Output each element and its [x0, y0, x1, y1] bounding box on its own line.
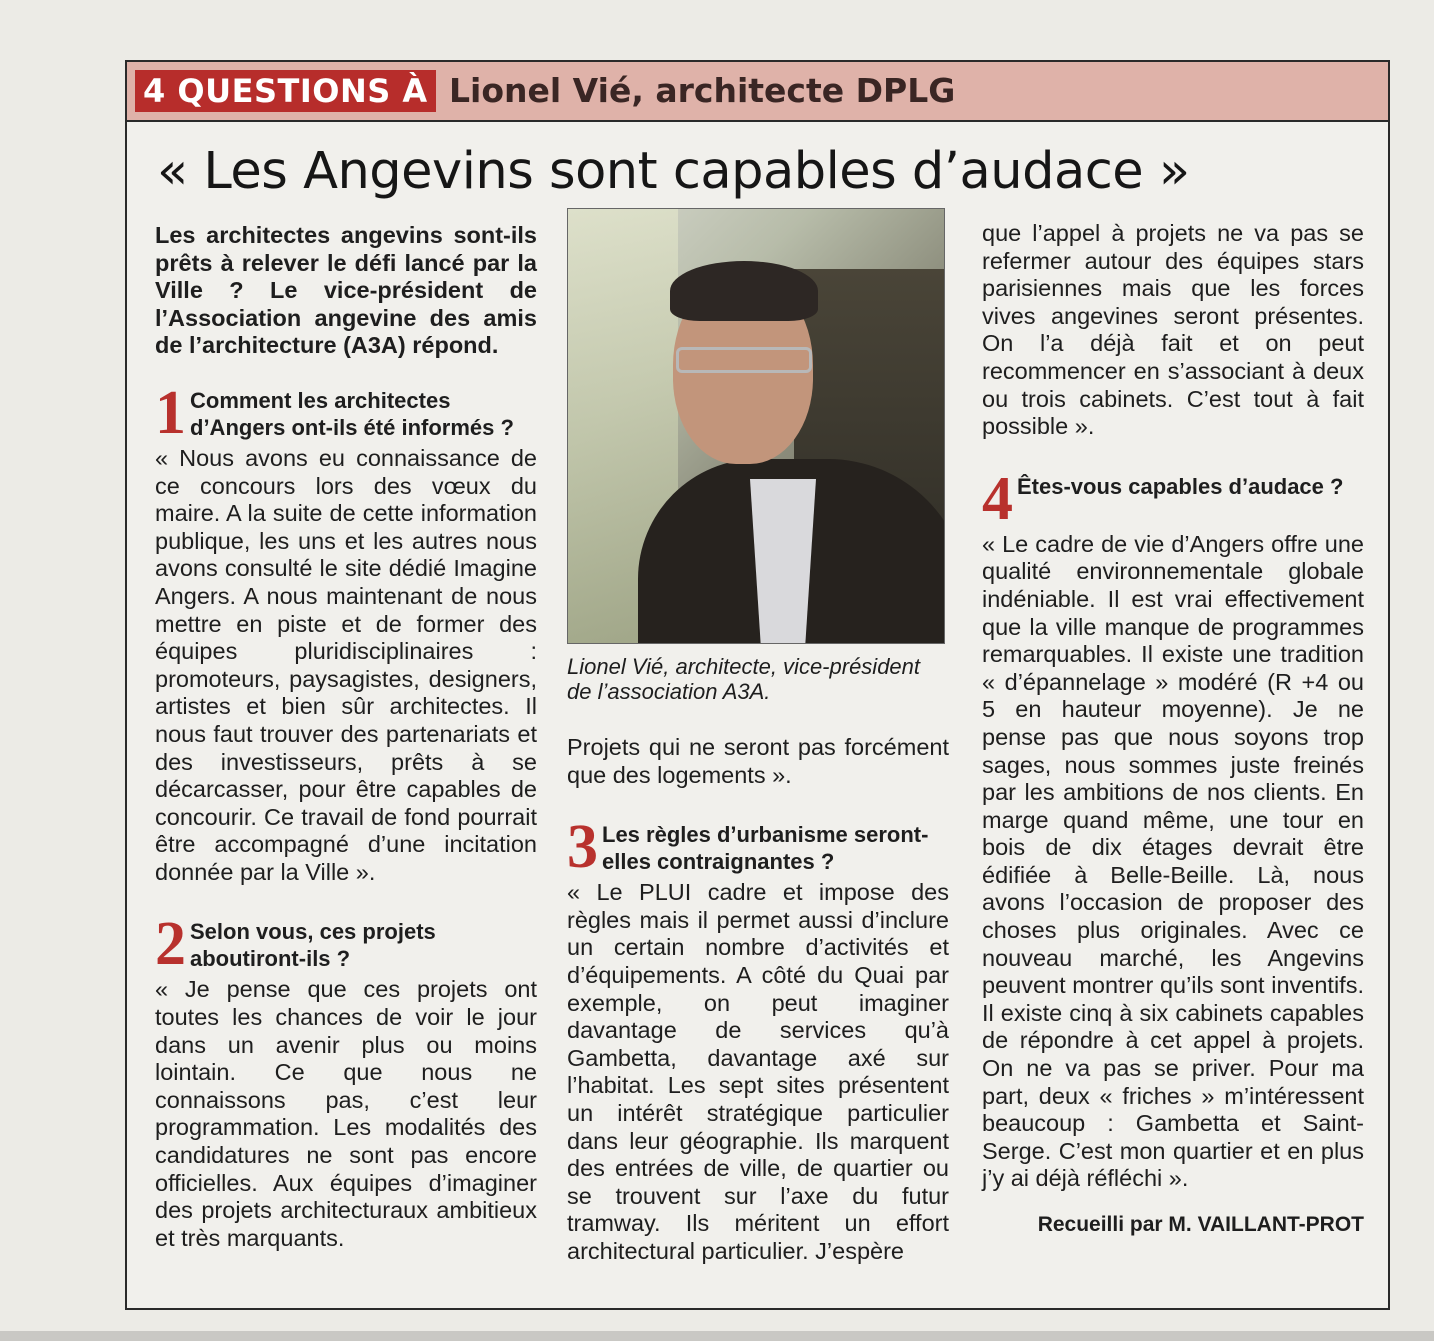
- question-text: Selon vous, ces projets aboutiront-ils ?: [190, 919, 436, 972]
- question-3: [567, 813, 949, 882]
- photo-hair: [670, 261, 818, 321]
- kicker-bar: [127, 62, 1388, 122]
- answer-3-part-1: « Le PLUI cadre et impose des règles mais il permet aussi d’inclure un certain nombre d’activités et d’équipements. A côté du Quai par exemple, on peut imaginer davantage de services qu’à Gambetta, davantage axé sur l’habitat. Les sept sites présentent un intérêt stratégique particulier dans leur géographie. Ils marquent des entrées de ville, de quartier ou se trouvent sur l’axe du futur tramway. Ils méritent un effort architectural particulier. J’espère: [567, 879, 949, 1264]
- column-1: [155, 222, 537, 1282]
- kicker-tag: 4 QUESTIONS À: [135, 70, 436, 112]
- headline: « Les Angevins sont capables d’audace »: [157, 142, 1190, 201]
- question-text: Les règles d’urbanisme seront-elles contraignantes ?: [602, 822, 929, 875]
- answer-2-part-2: Projets qui ne seront pas forcément que des logements ».: [567, 734, 949, 788]
- question-4: [982, 464, 1364, 533]
- answer-2-part-1: « Je pense que ces projets ont toutes les chances de voir le jour dans un avenir plus ou moins lointain. Ce que nous ne connaissons pas, c’est leur programmation. Les modalités des candidatures ne sont pas encore officielles. Aux équipes d’imaginer des projets architecturaux ambitieux et très marquants.: [155, 976, 537, 1251]
- photo-caption: Lionel Vié, architecte, vice-président de l’association A3A.: [567, 654, 921, 704]
- question-text: Comment les architectes d’Angers ont-ils été informés ?: [190, 387, 514, 440]
- column-2: [567, 208, 949, 1296]
- kicker-name: Lionel Vié, architecte DPLG: [449, 71, 956, 110]
- photo-glasses: [676, 347, 812, 373]
- portrait-photo: [567, 208, 945, 644]
- answer-4: « Le cadre de vie d’Angers offre une qualité environnementale globale indéniable. Il est vrai effectivement que la ville manque de programmes remarquables. Il existe une tradition « d’épannelage » modéré (R +4 ou 5 en hauteur moyenne). Je ne pense pas que nous soyons trop sages, nous sommes juste freinés par les ambitions de nos clients. En marge quand même, une tour en bois de dix étages devrait être édifiée à Belle-Beille. Là, nous avons l’occasion de proposer des choses plus originales. Avec ce nouveau marché, les Angevins peuvent montrer qu’ils sont inventifs. Il existe cinq à six cabinets capables de répondre à cet appel à projets. On ne va pas se priver. Pour ma part, deux « friches » m’intéressent beaucoup : Gambetta et Saint-Serge. C’est mon quartier et en plus j’y ai déjà réfléchi ».: [982, 530, 1364, 1192]
- question-number: 3: [567, 813, 598, 882]
- article-box: [125, 60, 1390, 1310]
- question-number: 1: [155, 378, 186, 447]
- column-3: [982, 220, 1364, 1239]
- question-number: 4: [982, 464, 1013, 533]
- intro-paragraph: Les architectes angevins sont-ils prêts à relever le défi lancé par la Ville ? Le vice-président de l’Association angevine des amis de l’architecture (A3A) répond.: [155, 222, 537, 359]
- question-2: [155, 910, 537, 979]
- question-number: 2: [155, 910, 186, 979]
- answer-3-part-2: que l’appel à projets ne va pas se refermer autour des équipes stars parisiennes mais que les forces vives angevines seront présentes. On l’a déjà fait et on peut recommencer en s’associant à deux ou trois cabinets. C’est tout à fait possible ».: [982, 220, 1364, 440]
- scan-edge: [0, 1331, 1434, 1341]
- answer-1: « Nous avons eu connaissance de ce concours lors des vœux du maire. A la suite de cette information publique, les uns et les autres nous avons consulté le site dédié Imagine Angers. A nous maintenant de nous mettre en piste et de former des équipes pluridisciplinaires : promoteurs, paysagistes, designers, artistes et bien sûr architectes. Il nous faut trouver des partenariats et des investisseurs, prêts à se décarcasser, pour être capables de concourir. Ce travail de fond pourrait être accompagné d’une incitation donnée par la Ville ».: [155, 444, 537, 885]
- question-1: [155, 378, 537, 447]
- byline: Recueilli par M. VAILLANT-PROT: [1037, 1213, 1364, 1236]
- question-text: Êtes-vous capables d’audace ?: [1017, 473, 1344, 499]
